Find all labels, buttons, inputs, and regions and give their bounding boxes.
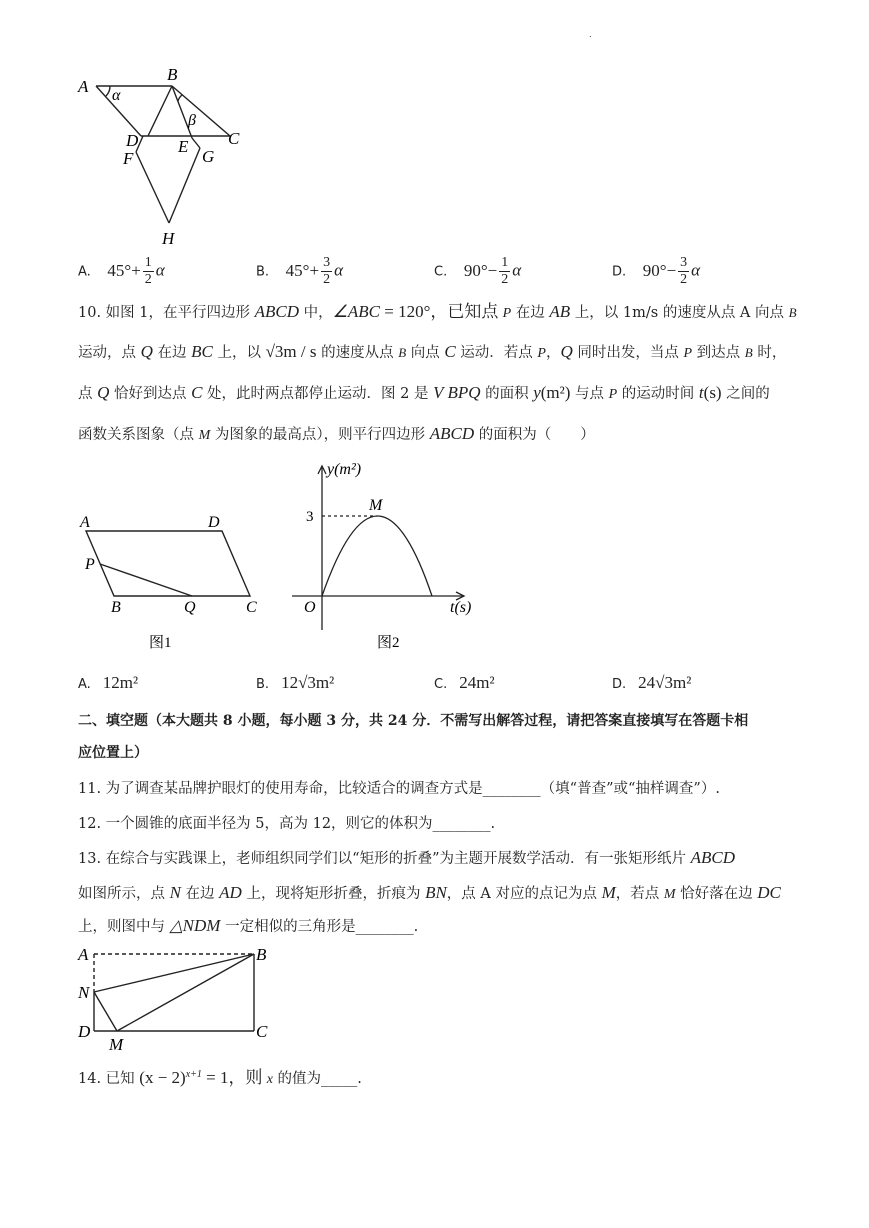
fig13-label-C: C xyxy=(256,1022,268,1041)
fig1-label-D: D xyxy=(208,514,220,531)
q10-option-b[interactable]: B. 12√3m² xyxy=(256,673,335,692)
section2-heading-line1: 二、填空题（本大题共 8 小题，每小题 3 分，共 24 分．不需写出解答过程，请把答案直接填写在答题卡相 xyxy=(78,713,749,729)
figure-q13-rectangle-fold xyxy=(72,940,282,1055)
q13-line-2: 如图所示，点 N 在边 AD 上，现将矩形折叠，折痕为 BN，点 A 对应的点记为点 M，若点 M 恰好落在边 DC xyxy=(78,883,781,902)
angle-alpha-arc xyxy=(106,86,110,96)
seg-MB xyxy=(117,954,254,1031)
q9-option-d[interactable]: D. 90°− $\frac{3}{2}$ α xyxy=(612,255,701,288)
q9-option-c[interactable]: C. 90°− $\frac{1}{2}$ α xyxy=(434,255,522,288)
figure-1-parallelogram xyxy=(72,508,272,658)
q10-option-d[interactable]: D. 24√3m² xyxy=(612,673,692,692)
fig2-origin: O xyxy=(304,599,316,616)
q10-line-2: 运动，点 Q 在边 BC 上，以 √3m / s 的速度从点 B 向点 C 运动．若点 P，Q 同时出发，当点 P 到达点 B 时， xyxy=(78,342,787,361)
fig13-label-D: D xyxy=(78,1022,91,1041)
label-H: H xyxy=(162,229,175,248)
fig13-label-B: B xyxy=(256,945,267,964)
q10-option-c[interactable]: C. 24m² xyxy=(434,673,495,692)
page-dot: . xyxy=(589,30,592,39)
parallelogram-ABCD xyxy=(86,531,250,596)
seg-PQ xyxy=(100,564,192,596)
fig2-xlabel: t(s) xyxy=(450,599,472,616)
figure-2-graph xyxy=(292,458,482,658)
label-F: F xyxy=(123,149,134,168)
fig1-label-B: B xyxy=(111,599,121,616)
seg-BC xyxy=(172,86,230,136)
fig13-label-N: N xyxy=(78,983,90,1002)
label-C: C xyxy=(228,129,240,148)
q13-line-3: 上，则图中与 △NDM 一定相似的三角形是________. xyxy=(78,916,419,935)
question-12: 12. 一个圆锥的底面半径为 5，高为 12，则它的体积为________. xyxy=(78,816,496,832)
fig2-caption: 图2 xyxy=(377,635,400,651)
q10-line-4: 函数关系图象（点 M 为图象的最高点），则平行四边形 ABCD 的面积为（ ） xyxy=(78,424,595,443)
figure-q9 xyxy=(70,60,270,250)
fig13-label-A: A xyxy=(78,945,89,964)
fig1-caption: 图1 xyxy=(149,635,172,651)
seg-EG xyxy=(192,138,200,148)
parabola-curve xyxy=(322,516,432,596)
angle-beta-arc xyxy=(178,95,182,101)
q13-line-1: 13. 在综合与实践课上，老师组织同学们以“矩形的折叠”为主题开展数学活动．有一张矩形纸片 ABCD xyxy=(78,848,735,867)
label-alpha: α xyxy=(112,87,121,104)
seg-NB xyxy=(94,954,254,992)
q10-option-a[interactable]: A. 12m² xyxy=(78,673,139,692)
fig1-label-C: C xyxy=(246,599,257,616)
section2-heading-line2: 应位置上） xyxy=(78,745,148,761)
label-E: E xyxy=(178,137,189,156)
seg-BF xyxy=(148,86,172,136)
fig2-peak-value: 3 xyxy=(306,509,314,525)
fig1-label-Q: Q xyxy=(184,599,196,616)
label-beta: β xyxy=(188,112,196,129)
label-A: A xyxy=(78,77,89,96)
q10-line-3: 点 Q 恰好到达点 C 处，此时两点都停止运动．图 2 是 V BPQ 的面积 y(m²) 与点 P 的运动时间 t(s) 之间的 xyxy=(78,383,770,402)
label-B: B xyxy=(167,65,178,84)
fig2-ylabel: y(m²) xyxy=(327,461,362,478)
seg-F-H xyxy=(136,152,169,223)
label-D: D xyxy=(126,131,139,150)
fig2-peak-label: M xyxy=(369,497,383,514)
q9-option-a[interactable]: A. 45°+ $\frac{1}{2}$ α xyxy=(78,255,165,288)
label-G: G xyxy=(202,147,215,166)
seg-G-H xyxy=(169,148,200,223)
q10-line-1: 10. 如图 1，在平行四边形 ABCD 中，∠ABC = 120°，已知点 P 在边 AB 上，以 1m/s 的速度从点 A 向点 B xyxy=(78,302,797,321)
question-14: 14. 已知 $(x - 2)^{x+1} = 1$，则 x 的值为_____. xyxy=(78,1068,362,1087)
q9-option-b[interactable]: B. 45°+ $\frac{3}{2}$ α xyxy=(256,255,343,288)
fig1-label-A: A xyxy=(80,514,90,531)
seg-NM xyxy=(94,992,117,1031)
fig1-label-P: P xyxy=(85,556,95,573)
question-11: 11. 为了调查某品牌护眼灯的使用寿命，比较适合的调查方式是________（填“普查”或“抽样调查”）. xyxy=(78,781,720,797)
fig13-label-M: M xyxy=(109,1035,124,1054)
